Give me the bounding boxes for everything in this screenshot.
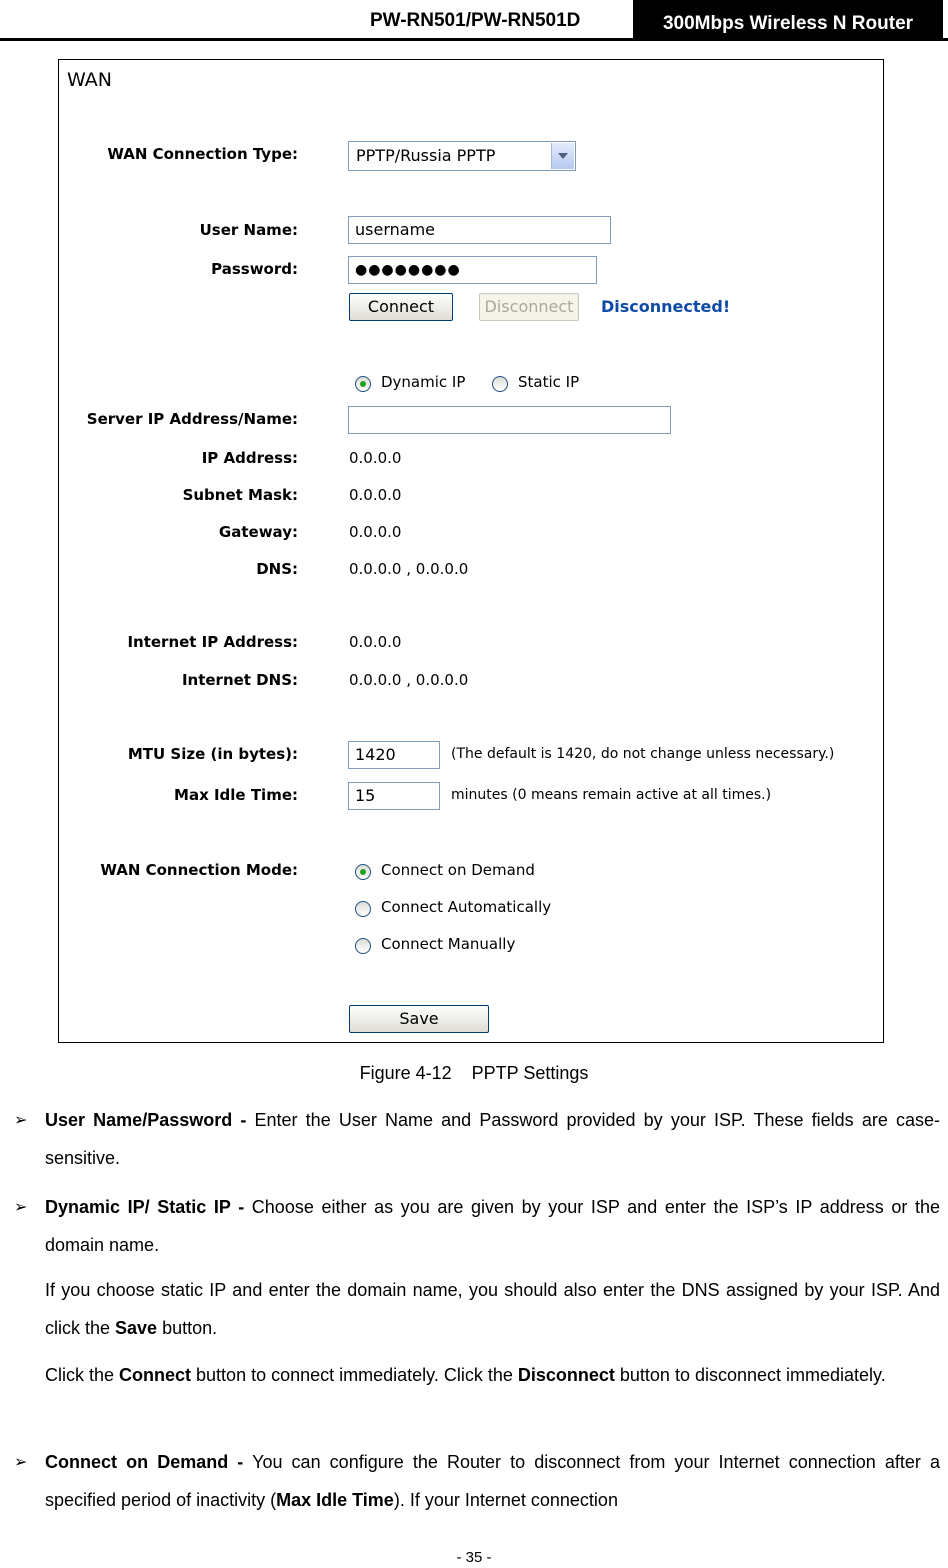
- dynamic-ip-radio[interactable]: [355, 376, 371, 392]
- panel-title: WAN: [67, 69, 112, 91]
- bullet-icon: ➢: [14, 1112, 28, 1129]
- connection-type-label: WAN Connection Type:: [107, 145, 298, 163]
- dns-label: DNS:: [256, 560, 298, 578]
- password-label: Password:: [211, 260, 298, 278]
- text: You can configure the Router to disconnect from your Internet connection after a specified period of inactivity (: [45, 1452, 940, 1510]
- page-number: - 35 -: [456, 1549, 492, 1566]
- internet-dns-value: 0.0.0.0 , 0.0.0.0: [349, 671, 469, 689]
- connect-manually-label: Connect Manually: [381, 935, 516, 953]
- idle-time-label: Max Idle Time:: [174, 786, 298, 804]
- paragraph-connect-on-demand: [45, 1443, 940, 1519]
- save-button[interactable]: Save: [349, 1005, 489, 1033]
- connection-status: Disconnected!: [601, 297, 731, 316]
- bullet-icon: ➢: [14, 1454, 28, 1471]
- dns-value: 0.0.0.0 , 0.0.0.0: [349, 560, 469, 578]
- figure-caption: Figure 4-12 PPTP Settings: [359, 1063, 589, 1083]
- server-input[interactable]: [348, 406, 671, 434]
- term: Disconnect: [517, 1365, 615, 1385]
- bullet-icon: ➢: [14, 1199, 28, 1216]
- term: Save: [115, 1318, 158, 1338]
- mtu-label: MTU Size (in bytes):: [127, 745, 298, 763]
- gateway-label: Gateway:: [218, 523, 298, 541]
- text: Enter the User Name and Password provided by your ISP. These fields are case-sensitive.: [45, 1110, 940, 1168]
- connect-automatically-label: Connect Automatically: [381, 898, 552, 916]
- text: button.: [157, 1318, 218, 1338]
- text: If you choose static IP and enter the domain name, you should also enter the DNS assigned by your ISP. And click the: [45, 1280, 940, 1338]
- internet-ip-label: Internet IP Address:: [127, 633, 298, 651]
- text: button to disconnect immediately.: [614, 1365, 886, 1385]
- password-input[interactable]: ●●●●●●●●: [348, 256, 597, 284]
- text: Click the: [45, 1365, 120, 1385]
- connection-mode-label: WAN Connection Mode:: [100, 861, 298, 879]
- ip-address-value: 0.0.0.0: [349, 449, 402, 467]
- connect-on-demand-label: Connect on Demand: [381, 861, 535, 879]
- term: Connect on Demand -: [45, 1452, 244, 1472]
- header-product: 300Mbps Wireless N Router: [633, 0, 943, 40]
- connect-on-demand-radio[interactable]: [355, 864, 371, 880]
- disconnect-button[interactable]: Disconnect: [479, 293, 579, 321]
- idle-time-input[interactable]: 15: [348, 782, 440, 810]
- connection-type-value: PPTP/Russia PPTP: [356, 146, 496, 165]
- internet-dns-label: Internet DNS:: [181, 671, 298, 689]
- mtu-note: (The default is 1420, do not change unless necessary.): [451, 746, 835, 762]
- subnet-mask-value: 0.0.0.0: [349, 486, 402, 504]
- wan-settings-panel: [58, 59, 884, 1043]
- paragraph-user-password: [45, 1101, 940, 1177]
- header-model: PW-RN501/PW-RN501D: [370, 10, 581, 31]
- internet-ip-value: 0.0.0.0: [349, 633, 402, 651]
- text: ). If your Internet connection: [393, 1490, 618, 1510]
- connection-type-select[interactable]: [348, 141, 576, 171]
- paragraph-dynamic-static: [45, 1188, 940, 1264]
- term: Connect: [119, 1365, 192, 1385]
- term: Dynamic IP/ Static IP -: [45, 1197, 245, 1217]
- term: Max Idle Time: [276, 1490, 394, 1510]
- idle-time-note: minutes (0 means remain active at all times.): [451, 787, 772, 803]
- static-ip-radio[interactable]: [492, 376, 508, 392]
- header-rule: [0, 38, 948, 41]
- chevron-down-icon[interactable]: [551, 143, 574, 169]
- ip-address-label: IP Address:: [201, 449, 298, 467]
- user-name-input[interactable]: username: [348, 216, 611, 244]
- server-label: Server IP Address/Name:: [86, 410, 298, 428]
- gateway-value: 0.0.0.0: [349, 523, 402, 541]
- paragraph-static-dns: [45, 1271, 940, 1347]
- text: Choose either as you are given by your ISP and enter the ISP’s IP address or the domain name.: [45, 1197, 940, 1255]
- user-name-label: User Name:: [199, 221, 298, 239]
- connect-button[interactable]: Connect: [349, 293, 453, 321]
- static-ip-label: Static IP: [518, 373, 580, 391]
- paragraph-connect: [45, 1356, 940, 1394]
- subnet-mask-label: Subnet Mask:: [182, 486, 298, 504]
- term: User Name/Password -: [45, 1110, 247, 1130]
- mtu-input[interactable]: 1420: [348, 741, 440, 769]
- connect-automatically-radio[interactable]: [355, 901, 371, 917]
- text: button to connect immediately. Click the: [191, 1365, 518, 1385]
- connect-manually-radio[interactable]: [355, 938, 371, 954]
- dynamic-ip-label: Dynamic IP: [381, 373, 466, 391]
